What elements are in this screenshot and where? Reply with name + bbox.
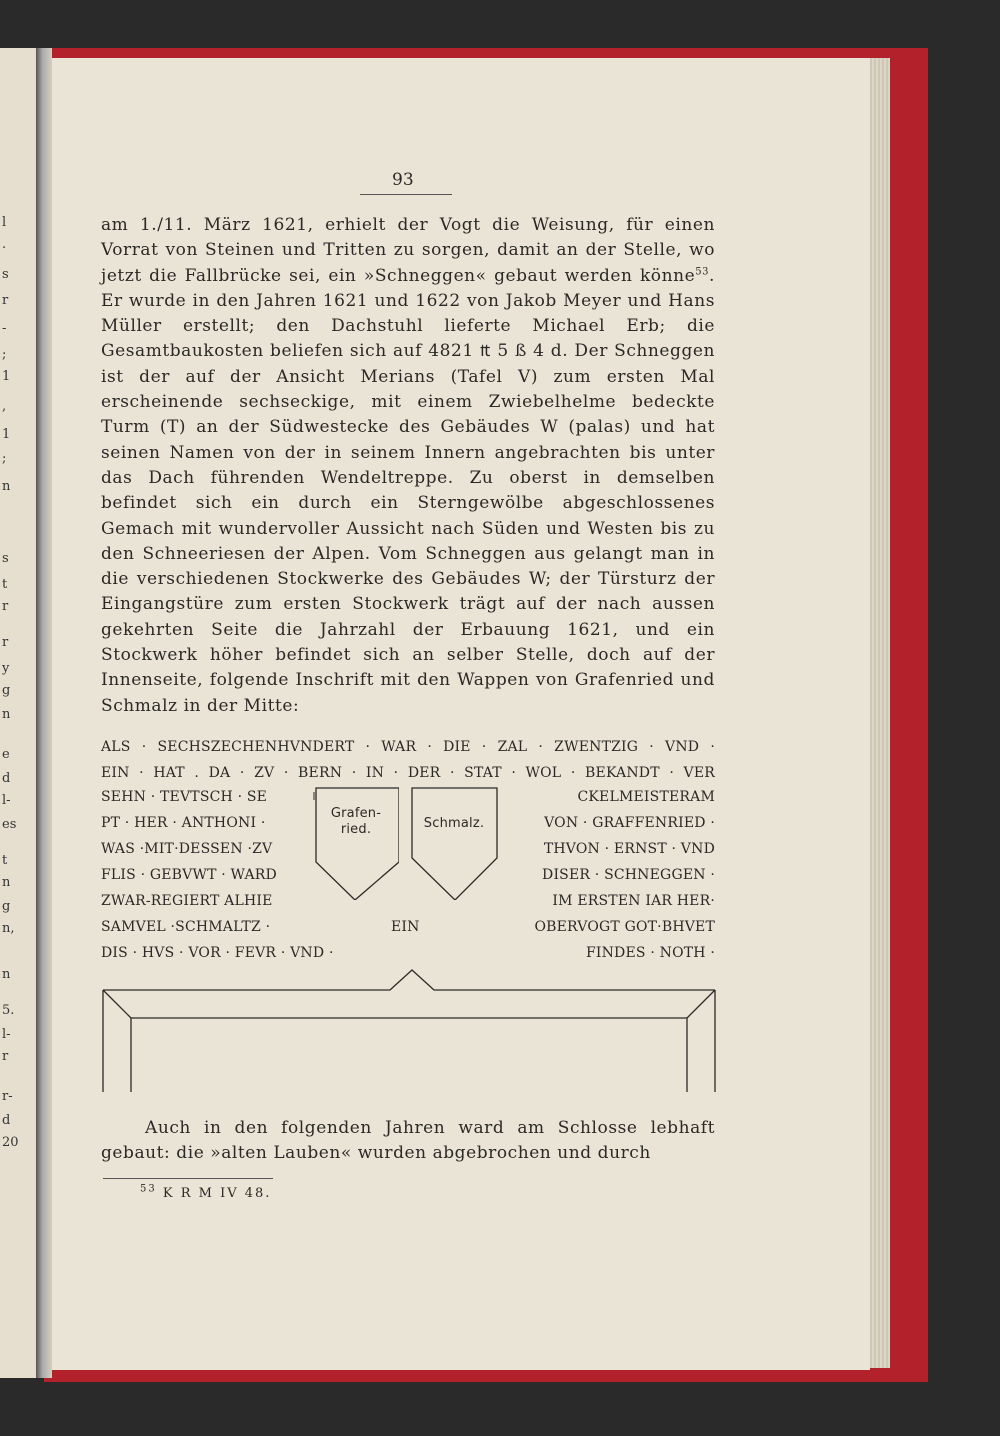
margin-fragment: , bbox=[2, 399, 7, 414]
inscription-right-line: VON · GRAFFENRIED · bbox=[544, 815, 715, 831]
margin-fragment: n bbox=[2, 967, 11, 982]
margin-fragment: - bbox=[2, 321, 7, 336]
shield-label-grafenried-1: Grafen- bbox=[330, 806, 382, 821]
page-number: 93 bbox=[392, 170, 414, 190]
margin-fragment: d bbox=[2, 771, 11, 786]
page-number-rule bbox=[360, 194, 452, 195]
inscription-left-line: WAS ·MIT·DESSEN ·ZV bbox=[101, 841, 273, 857]
margin-fragment: l bbox=[2, 215, 7, 230]
schmalz-coat-of-arms bbox=[409, 786, 495, 900]
margin-fragment: n, bbox=[2, 921, 15, 936]
shield-label-grafenried-2: ried. bbox=[340, 821, 372, 837]
margin-fragment: 5. bbox=[2, 1003, 15, 1018]
inscription-left-line: DIS · HVS · VOR · FEVR · VND · bbox=[101, 945, 334, 961]
margin-fragment: r bbox=[2, 635, 9, 650]
shield-label-schmalz: Schmalz. bbox=[423, 816, 485, 831]
footnote-reference: 53 bbox=[695, 265, 710, 277]
margin-fragment: ; bbox=[2, 347, 7, 362]
footnote-mark: 53 bbox=[140, 1183, 157, 1195]
book-gutter bbox=[36, 48, 52, 1378]
margin-fragment: . bbox=[2, 237, 7, 252]
lintel-outline-icon bbox=[100, 968, 718, 1098]
paragraph-2: Auch in den folgenden Jahren ward am Schlosse lebhaft gebaut: die »alten Lauben« wurden abgebrochen und durch bbox=[101, 1118, 715, 1164]
inscription-right-line: THVON · ERNST · VND bbox=[543, 841, 715, 857]
margin-fragment: d bbox=[2, 1113, 11, 1128]
inscription-left-line: ZWAR-REGIERT ALHIE bbox=[101, 893, 273, 909]
door-lintel-drawing bbox=[100, 968, 718, 1098]
inscription-left-line: PT · HER · ANTHONI · bbox=[101, 815, 266, 831]
inscription-right-line: OBERVOGT GOT·BHVET bbox=[534, 919, 715, 935]
inscription bbox=[101, 740, 715, 960]
margin-fragment: es bbox=[2, 817, 17, 832]
shield-outline-icon bbox=[313, 786, 399, 900]
margin-fragment: e bbox=[2, 747, 10, 762]
margin-fragment: t bbox=[2, 853, 8, 868]
margin-fragment: r bbox=[2, 1049, 9, 1064]
margin-fragment: n bbox=[2, 707, 11, 722]
margin-fragment: 1 bbox=[2, 427, 11, 442]
paragraph-1-part-a: am 1./11. März 1621, erhielt der Vogt die Weisung, für einen Vorrat von Steinen und Tritten zu sorgen, damit an der Stelle, wo jetzt die Fallbrücke sei, ein »Schneggen« gebaut werden könne bbox=[101, 215, 715, 286]
inscription-line-1: ALS · SECHSZECHENHVNDERT · WAR · DIE · ZAL · ZWENTZIG · VND · bbox=[101, 739, 715, 755]
margin-fragment: s bbox=[2, 551, 9, 566]
paragraph-1 bbox=[101, 213, 715, 719]
margin-fragment: g bbox=[2, 899, 11, 914]
inscription-right-line: IM ERSTEN IAR HER· bbox=[552, 893, 715, 909]
margin-fragment: r bbox=[2, 293, 9, 308]
inscription-right-line: DISER · SCHNEGGEN · bbox=[542, 867, 715, 883]
paragraph-1-part-b: . Er wurde in den Jahren 1621 und 1622 von Jakob Meyer und Hans Müller erstellt; den Dachstuhl lieferte Michael Erb; die Gesamtbaukosten beliefen sich auf 4821 ₶ 5 ß 4 d. Der Schneggen ist der auf der Ansicht Merians (Tafel V) zum ersten Mal erscheinende sechseckige, mit einem Zwiebelhelme bedeckte Turm (T) an der Südwestecke des Gebäudes W (palas) und hat seinen Namen von der in seinem Innern angebrachten bis unter das Dach führenden Wendeltreppe. Zu oberst in demselben befindet sich ein durch ein Sterngewölbe abgeschlossenes Gemach mit wundervoller Aussicht nach Süden und Westen bis zu den Schneeriesen der Alpen. Vom Schneggen aus gelangt man in die verschiedenen Stockwerke des Gebäudes W; der Türsturz der Eingangstüre zum ersten Stockwerk trägt auf der nach aussen gekehrten Seite die Jahrzahl der Erbauung 1621, und ein Stockwerk höher befindet sich an selber Stelle, doch auf der Innenseite, folgende Inschrift mit den Wappen von Grafenried und Schmalz in der Mitte: bbox=[101, 265, 715, 716]
shield-outline-icon bbox=[409, 786, 499, 900]
margin-fragment: g bbox=[2, 683, 11, 698]
footnote bbox=[140, 1183, 272, 1201]
margin-fragment: l- bbox=[2, 1027, 11, 1042]
inscription-right-line: CKELMEISTERAM bbox=[577, 789, 715, 805]
margin-fragment: t bbox=[2, 577, 8, 592]
inscription-left-line: SEHN · TEVTSCH · SE bbox=[101, 789, 268, 805]
margin-fragment: n bbox=[2, 479, 11, 494]
inscription-center-word: EIN bbox=[391, 919, 420, 935]
inscription-right-line: FINDES · NOTH · bbox=[585, 945, 715, 961]
margin-fragment: r bbox=[2, 599, 9, 614]
inscription-left-line: SAMVEL ·SCHMALTZ · bbox=[101, 919, 271, 935]
margin-fragment: y bbox=[2, 661, 10, 676]
margin-fragment: ; bbox=[2, 451, 7, 466]
grafenried-coat-of-arms bbox=[313, 786, 399, 900]
margin-fragment: n bbox=[2, 875, 11, 890]
margin-fragment: l- bbox=[2, 793, 11, 808]
footnote-rule bbox=[103, 1178, 273, 1179]
margin-fragment: 20 bbox=[2, 1135, 19, 1150]
inscription-left-line: FLIS · GEBVWT · WARD bbox=[101, 867, 277, 883]
margin-fragment: s bbox=[2, 267, 9, 282]
inscription-line-2: EIN · HAT . DA · ZV · BERN · IN · DER · STAT · WOL · BEKANDT · VER bbox=[101, 765, 715, 781]
margin-fragment: 1 bbox=[2, 369, 11, 384]
footnote-text: K R M IV 48. bbox=[162, 1186, 272, 1201]
margin-fragment: r- bbox=[2, 1089, 13, 1104]
